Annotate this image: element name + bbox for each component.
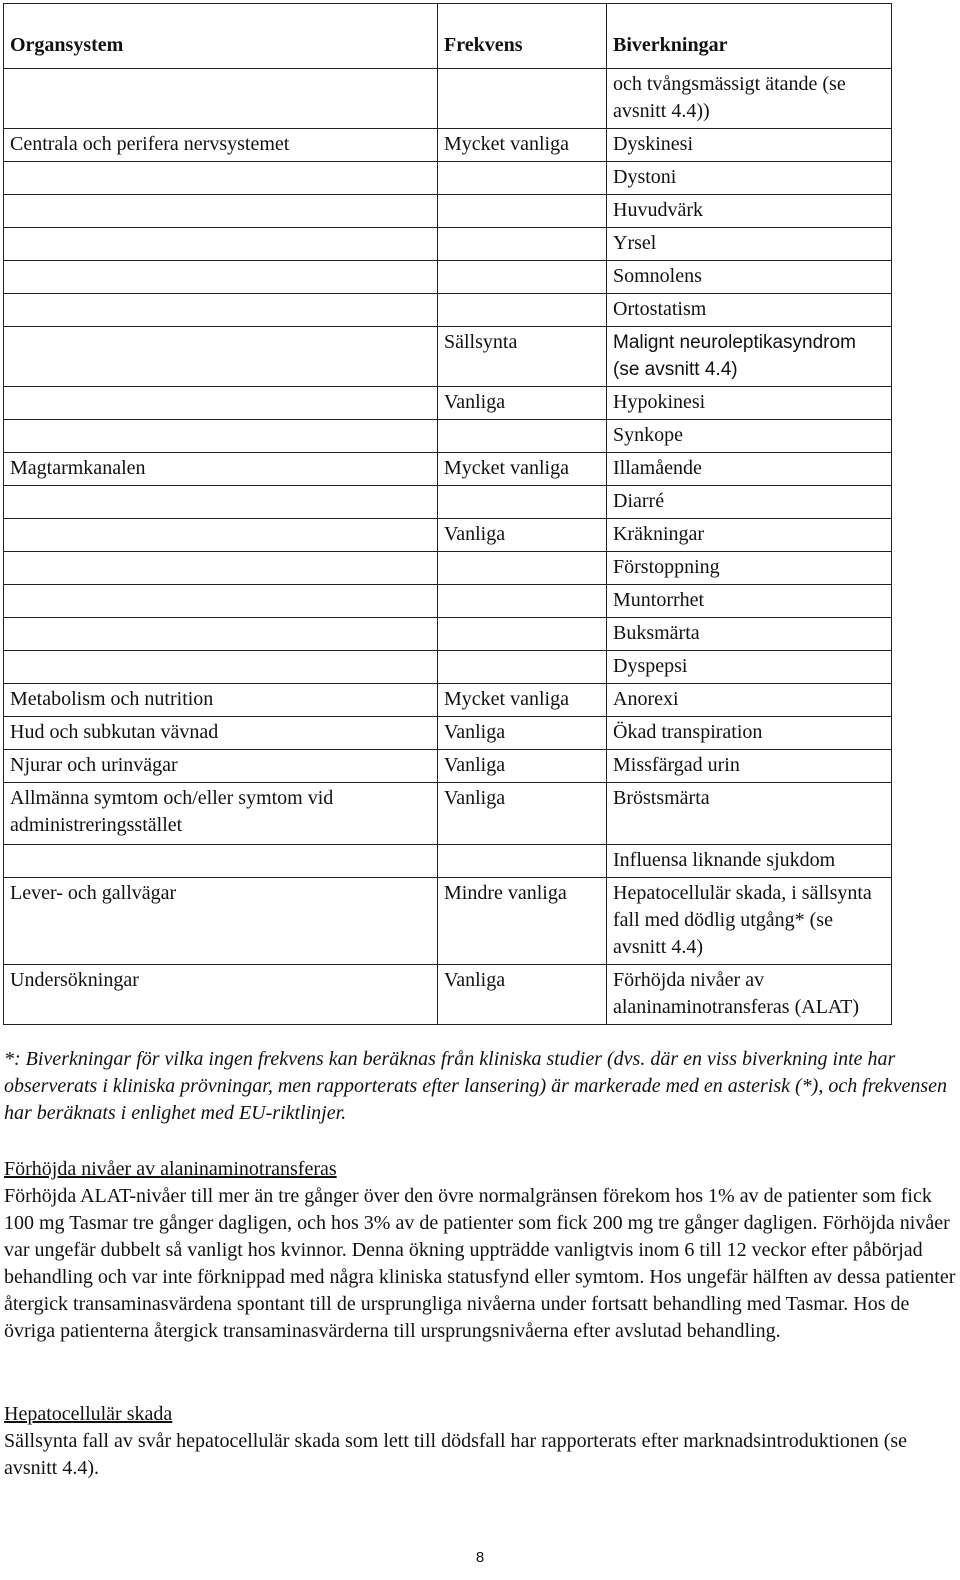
table-row (4, 294, 892, 327)
organ-cell (4, 162, 438, 195)
organ-cell: Njurar och urinvägar (4, 750, 438, 783)
organ-cell (4, 420, 438, 453)
table-footnote: *: Biverkningar för vilka ingen frekvens kan beräknas från kliniska studier (dvs. där en viss biverkning inte har observerats i kliniska prövningar, men rapporterats efter lansering) är markerade med en asterisk (*), och frekvensen har beräknats i enlighet med EU-riktlinjer. (4, 1048, 947, 1124)
reaction-cell: Dystoni (607, 162, 892, 195)
organ-cell (4, 519, 438, 552)
table-row (4, 69, 892, 129)
table-row (4, 552, 892, 585)
table-row (4, 717, 892, 750)
reaction-cell: Ortostatism (607, 294, 892, 327)
reaction-cell: Buksmärta (607, 618, 892, 651)
table-row (4, 684, 892, 717)
organ-cell (4, 585, 438, 618)
header-frekvens: Frekvens (438, 4, 607, 69)
organ-cell (4, 261, 438, 294)
alat-section (4, 1156, 956, 1345)
frequency-cell (438, 69, 607, 129)
frequency-cell (438, 845, 607, 878)
table-row (4, 195, 892, 228)
section-heading: Förhöjda nivåer av alaninaminotransferas (4, 1158, 337, 1180)
reaction-cell: Yrsel (607, 228, 892, 261)
organ-cell (4, 294, 438, 327)
organ-cell: Hud och subkutan vävnad (4, 717, 438, 750)
organ-cell (4, 195, 438, 228)
table-row (4, 129, 892, 162)
reaction-cell: Influensa liknande sjukdom (607, 845, 892, 878)
frequency-cell (438, 228, 607, 261)
reaction-cell: Dyskinesi (607, 129, 892, 162)
table-row (4, 261, 892, 294)
table-row (4, 453, 892, 486)
frequency-cell: Mindre vanliga (438, 878, 607, 965)
reaction-cell: Somnolens (607, 261, 892, 294)
reaction-cell: och tvångsmässigt ätande (se avsnitt 4.4)) (607, 69, 892, 129)
section-heading: Hepatocellulär skada (4, 1403, 173, 1425)
frequency-cell (438, 618, 607, 651)
frequency-cell: Mycket vanliga (438, 129, 607, 162)
organ-cell (4, 651, 438, 684)
table-header-row (4, 4, 892, 69)
table-row (4, 420, 892, 453)
reaction-cell: Förstoppning (607, 552, 892, 585)
table-row (4, 327, 892, 387)
table-row (4, 228, 892, 261)
header-organsystem: Organsystem (4, 4, 438, 69)
frequency-cell: Vanliga (438, 717, 607, 750)
frequency-cell (438, 552, 607, 585)
organ-cell (4, 228, 438, 261)
table-row (4, 750, 892, 783)
frequency-cell: Mycket vanliga (438, 684, 607, 717)
table-row (4, 651, 892, 684)
organ-cell: Magtarmkanalen (4, 453, 438, 486)
header-biverkningar: Biverkningar (607, 4, 892, 69)
organ-cell (4, 618, 438, 651)
table-row (4, 585, 892, 618)
organ-cell: Lever- och gallvägar (4, 878, 438, 965)
table-row (4, 618, 892, 651)
reaction-cell: Bröstsmärta (607, 783, 892, 845)
frequency-cell (438, 420, 607, 453)
organ-cell (4, 552, 438, 585)
frequency-cell: Vanliga (438, 519, 607, 552)
frequency-cell: Sällsynta (438, 327, 607, 387)
reaction-cell: Anorexi (607, 684, 892, 717)
frequency-cell: Vanliga (438, 750, 607, 783)
frequency-cell (438, 294, 607, 327)
reaction-cell: Malignt neuroleptikasyndrom (se avsnitt 4.4) (607, 327, 892, 387)
frequency-cell: Vanliga (438, 387, 607, 420)
page-number: 8 (475, 1549, 485, 1566)
reaction-cell: Missfärgad urin (607, 750, 892, 783)
reaction-cell: Förhöjda nivåer av alaninaminotransferas (ALAT) (607, 965, 892, 1025)
frequency-cell: Vanliga (438, 783, 607, 845)
reaction-cell: Synkope (607, 420, 892, 453)
table-row (4, 965, 892, 1025)
reaction-cell: Dyspepsi (607, 651, 892, 684)
adverse-reactions-table (3, 3, 892, 1025)
reaction-cell: Illamående (607, 453, 892, 486)
frequency-cell (438, 585, 607, 618)
reaction-cell: Huvudvärk (607, 195, 892, 228)
table-row (4, 486, 892, 519)
table-row (4, 878, 892, 965)
frequency-cell (438, 486, 607, 519)
table-row (4, 387, 892, 420)
table-row (4, 162, 892, 195)
frequency-cell (438, 261, 607, 294)
frequency-cell: Mycket vanliga (438, 453, 607, 486)
organ-cell (4, 327, 438, 387)
frequency-cell (438, 651, 607, 684)
table-row (4, 845, 892, 878)
table-row (4, 783, 892, 845)
reaction-cell: Hypokinesi (607, 387, 892, 420)
table-row (4, 519, 892, 552)
organ-cell (4, 845, 438, 878)
reaction-cell: Hepatocellulär skada, i sällsynta fall med dödlig utgång* (se avsnitt 4.4) (607, 878, 892, 965)
organ-cell (4, 387, 438, 420)
organ-cell: Centrala och perifera nervsystemet (4, 129, 438, 162)
frequency-cell (438, 195, 607, 228)
section-body: Förhöjda ALAT-nivåer till mer än tre gånger över den övre normalgränsen förekom hos 1% av de patienter som fick 100 mg Tasmar tre gånger dagligen, och hos 3% av de patienter som fick 200 mg tre gånger dagligen. Förhöjda nivåer var ungefär dubbelt så vanligt hos kvinnor. Denna ökning uppträdde vanligtvis inom 6 till 12 veckor efter påbörjad behandling och var inte förknippad med några kliniska statusfynd eller symtom. Hos ungefär hälften av dessa patienter återgick transaminasvärdena spontant till de ursprungliga nivåerna under fortsatt behandling med Tasmar. Hos de övriga patienterna återgick transaminasvärderna till ursprungsnivåerna efter avslutad behandling. (4, 1185, 956, 1342)
reaction-cell: Muntorrhet (607, 585, 892, 618)
frequency-cell (438, 162, 607, 195)
organ-cell: Allmänna symtom och/eller symtom vid administreringsstället (4, 783, 438, 845)
hepatocellular-section (4, 1401, 956, 1482)
organ-cell (4, 486, 438, 519)
reaction-cell: Ökad transpiration (607, 717, 892, 750)
reaction-cell: Diarré (607, 486, 892, 519)
frequency-cell: Vanliga (438, 965, 607, 1025)
section-body: Sällsynta fall av svår hepatocellulär skada som lett till dödsfall har rapporterats efter marknadsintroduktionen (se avsnitt 4.4). (4, 1430, 908, 1479)
reaction-cell: Kräkningar (607, 519, 892, 552)
organ-cell: Metabolism och nutrition (4, 684, 438, 717)
organ-cell (4, 69, 438, 129)
organ-cell: Undersökningar (4, 965, 438, 1025)
